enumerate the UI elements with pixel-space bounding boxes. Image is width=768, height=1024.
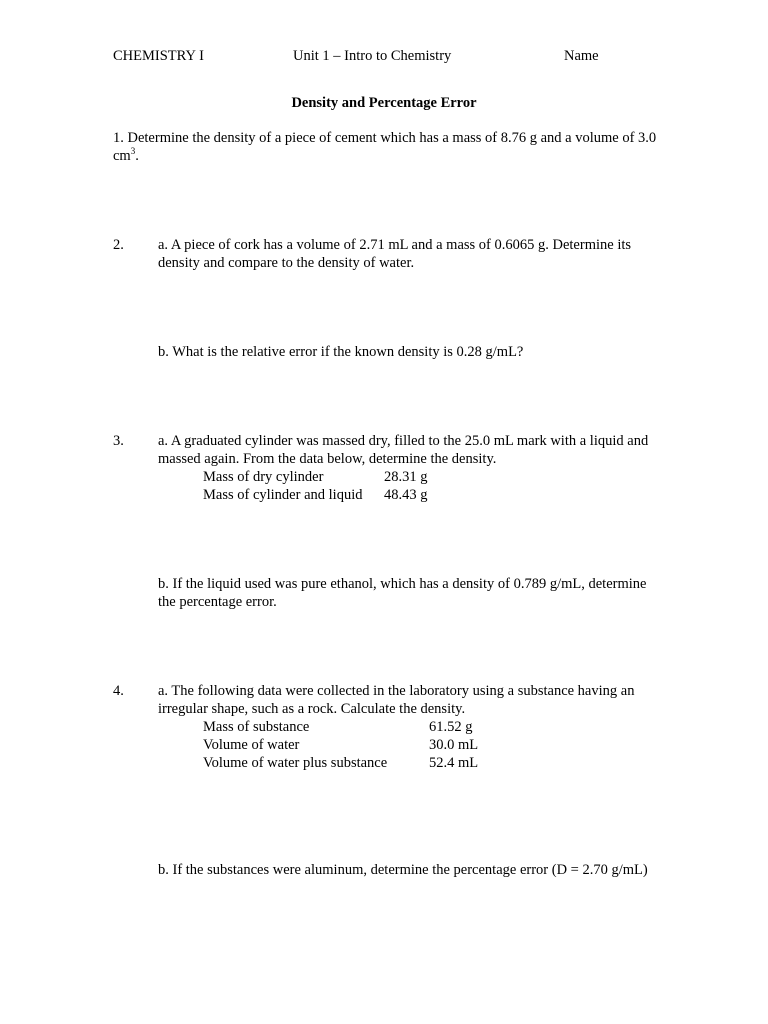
question-3b: b. If the liquid used was pure ethanol, which has a density of 0.789 g/mL, determine the percentage error. bbox=[158, 576, 647, 610]
data-label: Volume of water plus substance bbox=[203, 755, 388, 771]
data-value: 52.4 mL bbox=[429, 755, 479, 771]
question-1-period: . bbox=[135, 148, 139, 164]
unit-title: Unit 1 – Intro to Chemistry bbox=[293, 48, 452, 64]
question-1-text: 1. Determine the density of a piece of cement which has a mass of 8.76 g and a volume of 3.0 cm bbox=[113, 130, 657, 164]
course-name: CHEMISTRY I bbox=[113, 48, 204, 64]
name-label: Name bbox=[564, 48, 599, 64]
data-label: Volume of water bbox=[203, 737, 300, 753]
data-value: 28.31 g bbox=[384, 469, 428, 485]
question-4a: a. The following data were collected in the laboratory using a substance having an irregular shape, such as a rock. Calculate the density. bbox=[158, 683, 635, 717]
worksheet-title: Density and Percentage Error bbox=[291, 95, 477, 111]
data-value: 48.43 g bbox=[384, 487, 428, 503]
question-2a: a. A piece of cork has a volume of 2.71 mL and a mass of 0.6065 g. Determine its density and compare to the density of water. bbox=[158, 237, 632, 271]
data-value: 30.0 mL bbox=[429, 737, 479, 753]
data-value: 61.52 g bbox=[429, 719, 473, 735]
question-2b: b. What is the relative error if the known density is 0.28 g/mL? bbox=[158, 344, 524, 360]
data-label: Mass of cylinder and liquid bbox=[203, 487, 363, 503]
question-1 bbox=[113, 129, 659, 165]
question-2-number: 2. bbox=[113, 237, 124, 253]
data-label: Mass of dry cylinder bbox=[203, 469, 324, 485]
question-1-superscript: 3 bbox=[130, 146, 136, 157]
question-4-number: 4. bbox=[113, 683, 124, 699]
data-label: Mass of substance bbox=[203, 719, 310, 735]
question-3a: a. A graduated cylinder was massed dry, filled to the 25.0 mL mark with a liquid and massed again. From the data below, determine the density. bbox=[158, 433, 649, 467]
question-4b: b. If the substances were aluminum, determine the percentage error (D = 2.70 g/mL) bbox=[158, 862, 648, 878]
question-3-number: 3. bbox=[113, 433, 124, 449]
